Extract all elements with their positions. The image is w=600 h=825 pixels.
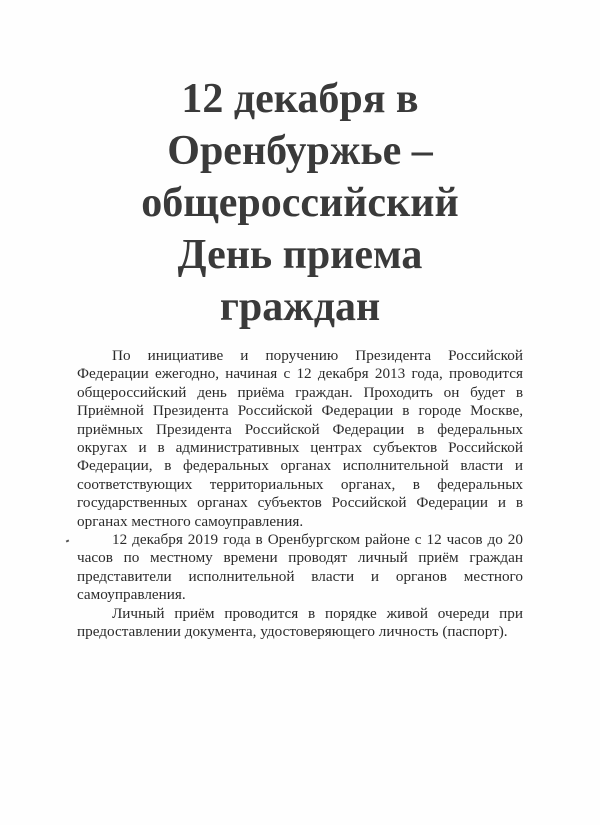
- paragraph-schedule: 12 декабря 2019 года в Оренбургском районе с 12 часов до 20 часов по местному времени проводят личный приём граждан представители исполнительной власти и органов местного самоуправления.: [77, 531, 523, 604]
- title-line-5: граждан: [219, 284, 381, 330]
- page-title: [90, 73, 510, 333]
- paragraph-initiative: По инициативе и поручению Президента Российской Федерации ежегодно, начиная с 12 декабря 2013 года, проводится общероссийский день приёма граждан. Проходить он будет в Приёмной Президента Российской Федерации в городе Москве, приёмных Президента Российской Федерации в федеральных округах и в административных центрах субъектов Российской Федерации, в федеральных органах исполнительной власти и соответствующих территориальных органах, в федеральных государственных органах субъектов Российской Федерации и в органах местного самоуправления.: [77, 347, 523, 530]
- body-text: [77, 347, 523, 642]
- title-line-3: общероссийский: [141, 180, 459, 226]
- scan-speck: [66, 539, 70, 542]
- title-line-2: Оренбуржье –: [167, 128, 433, 174]
- title-line-1: 12 декабря в: [181, 76, 419, 122]
- title-line-4: День приема: [177, 232, 423, 278]
- paragraph-procedure: Личный приём проводится в порядке живой очереди при предоставлении документа, удостоверяющего личность (паспорт).: [77, 604, 523, 641]
